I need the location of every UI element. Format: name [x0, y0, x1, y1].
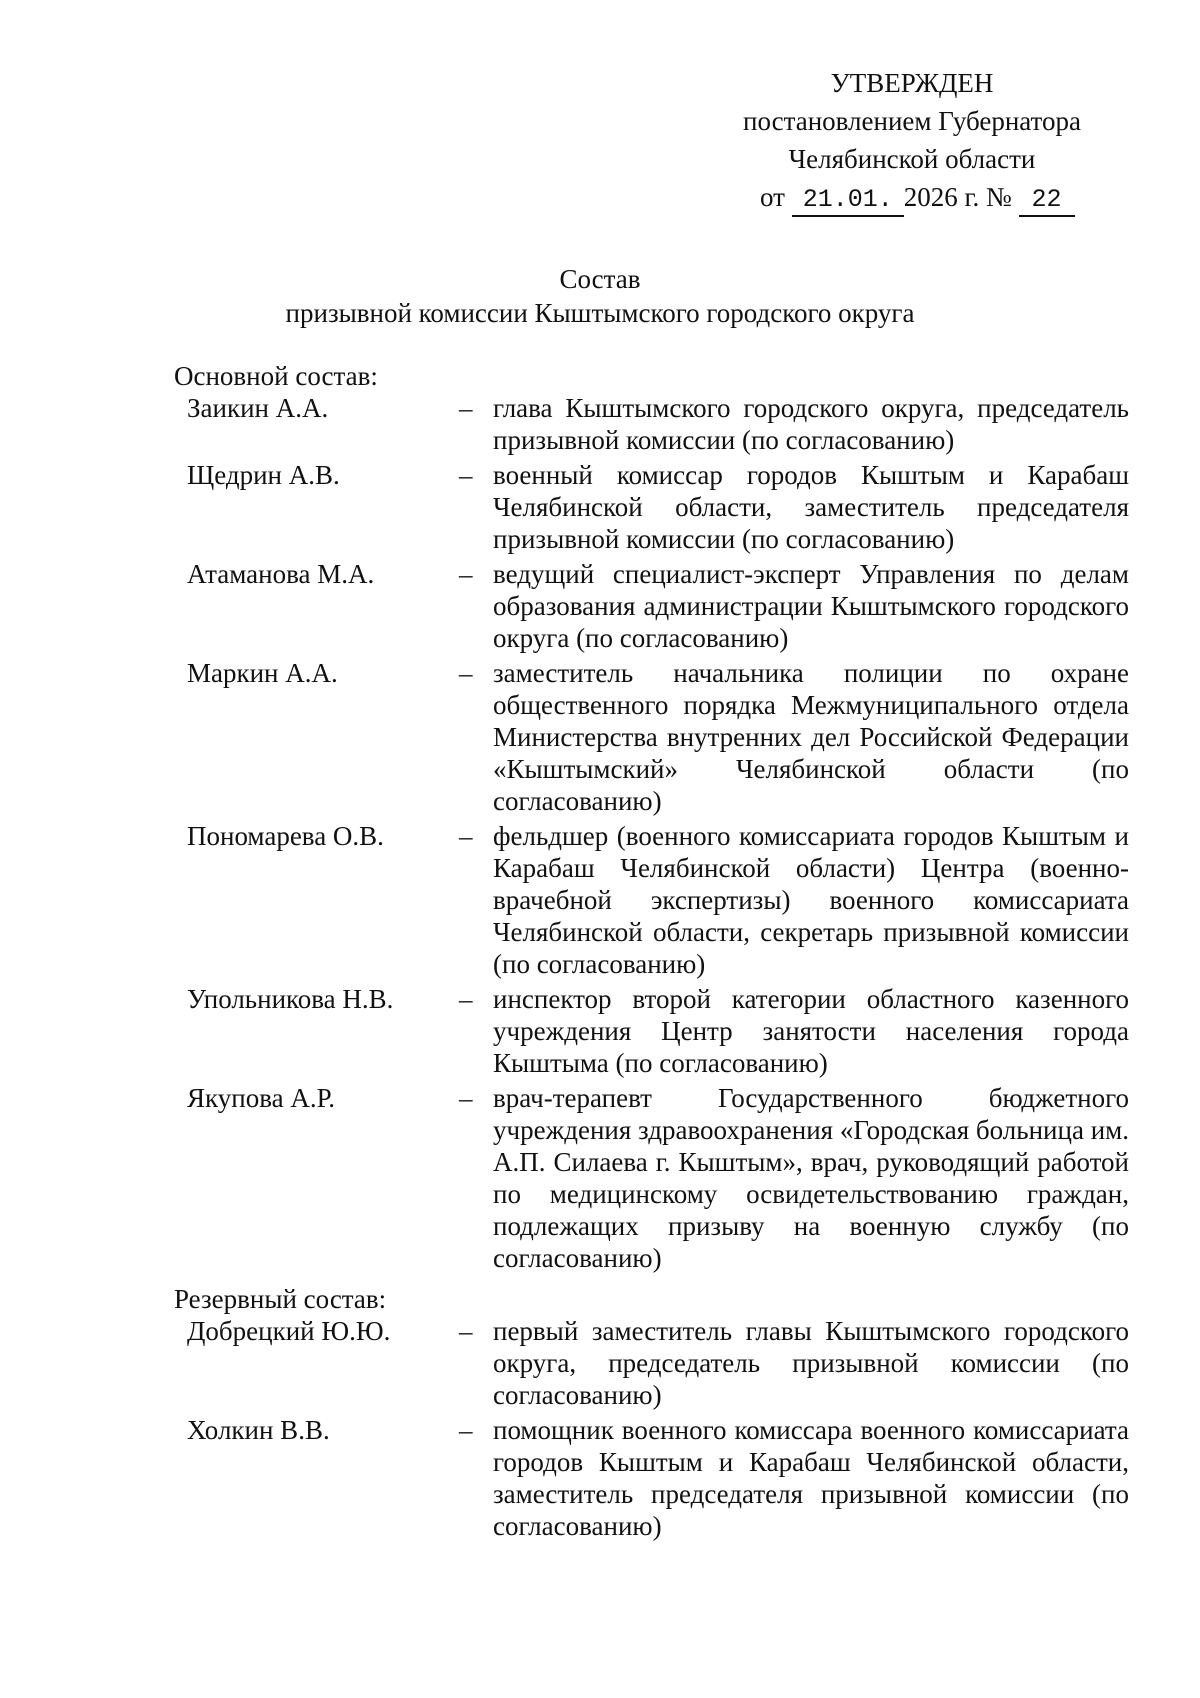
year-number-label: 2026 г. №	[903, 182, 1012, 212]
member-role: врач-терапевт Государственного бюджетного учреждения здравоохранения «Городская больница им. А.П. Силаева г. Кыштым», врач, руководящий работой по медицинскому освидетельствованию граждан, подлежащих призыву на военную службу (по согласованию)	[493, 1083, 1129, 1273]
commission-composition	[170, 360, 1129, 1545]
member-name: Холкин В.В.	[187, 1415, 330, 1445]
dash-separator: –	[459, 460, 473, 490]
dash-separator: –	[459, 1415, 473, 1445]
member-row	[170, 983, 1129, 1079]
document-subtitle: призывной комиссии Кыштымского городского округа	[285, 298, 915, 328]
member-row	[170, 1082, 1129, 1274]
member-name: Маркин А.А.	[187, 658, 338, 688]
member-row	[170, 820, 1129, 980]
member-row	[170, 1315, 1129, 1411]
document-title-block	[0, 262, 1200, 330]
member-role: фельдшер (военного комиссариата городов Кыштым и Карабаш Челябинской области) Центра (военно-врачебной экспертизы) военного комиссариата Челябинской области, секретарь призывной комиссии (по согласованию)	[493, 821, 1129, 979]
member-row	[170, 392, 1129, 456]
member-row	[170, 459, 1129, 555]
member-name: Заикин А.А.	[187, 393, 329, 423]
member-role: инспектор второй категории областного казенного учреждения Центр занятости населения города Кыштыма (по согласованию)	[493, 984, 1129, 1078]
dash-separator: –	[459, 393, 473, 423]
member-role: заместитель начальника полиции по охране общественного порядка Межмуниципального отдела Министерства внутренних дел Российской Федерации «Кыштымский» Челябинской области (по согласованию)	[493, 658, 1129, 816]
dash-separator: –	[459, 1316, 473, 1346]
member-role: помощник военного комиссара военного комиссариата городов Кыштым и Карабаш Челябинской области, заместитель председателя призывной комиссии (по согласованию)	[493, 1415, 1129, 1541]
member-role: первый заместитель главы Кыштымского городского округа, председатель призывной комиссии (по согласованию)	[493, 1316, 1129, 1410]
member-role: ведущий специалист-эксперт Управления по делам образования администрации Кыштымского городского округа (по согласованию)	[493, 559, 1129, 653]
dash-separator: –	[459, 559, 473, 589]
main-section-heading: Основной состав:	[174, 361, 378, 391]
approval-line-1: постановлением Губернатора	[743, 106, 1081, 136]
dash-separator: –	[459, 658, 473, 688]
member-name: Якупова А.Р.	[187, 1083, 335, 1113]
dash-separator: –	[459, 1083, 473, 1113]
approval-date-line	[700, 178, 1124, 216]
date-prefix: от	[760, 182, 785, 212]
dash-separator: –	[459, 821, 473, 851]
date-field: 21.01.	[792, 185, 904, 217]
member-name: Пономарева О.В.	[187, 821, 384, 851]
member-row	[170, 1414, 1129, 1542]
member-role: военный комиссар городов Кыштым и Карабаш Челябинской области, заместитель председателя призывной комиссии (по согласованию)	[493, 460, 1129, 554]
dash-separator: –	[459, 984, 473, 1014]
member-row	[170, 558, 1129, 654]
reserve-section-heading: Резервный состав:	[174, 1284, 387, 1314]
number-field: 22	[1019, 185, 1075, 217]
document-title: Состав	[559, 264, 641, 294]
approval-title: УТВЕРЖДЕН	[830, 68, 994, 98]
member-row	[170, 657, 1129, 817]
approval-stamp-block	[700, 64, 1124, 216]
member-role: глава Кыштымского городского округа, председатель призывной комиссии (по согласованию)	[493, 393, 1129, 455]
member-name: Щедрин А.В.	[187, 460, 340, 490]
member-name: Упольникова Н.В.	[187, 984, 394, 1014]
member-name: Добрецкий Ю.Ю.	[187, 1316, 391, 1346]
approval-line-2: Челябинской области	[788, 144, 1036, 174]
member-name: Атаманова М.А.	[187, 559, 375, 589]
